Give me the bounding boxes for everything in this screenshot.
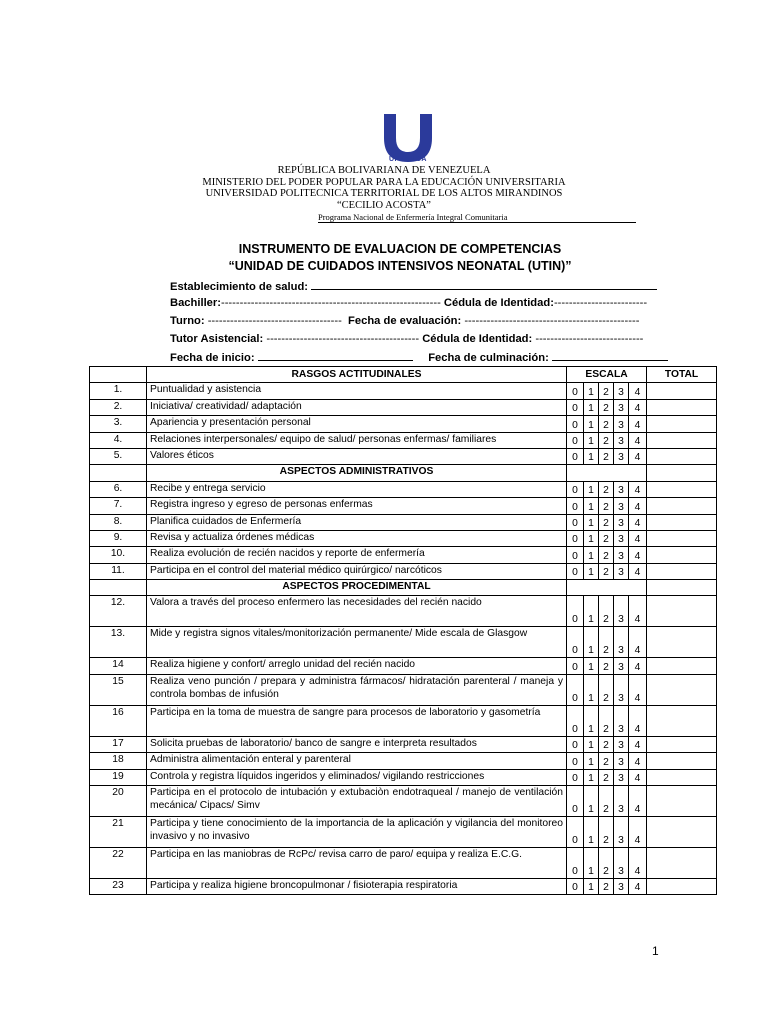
total-cell[interactable] xyxy=(647,530,717,546)
scale-option[interactable]: 4 xyxy=(629,498,647,514)
total-cell[interactable] xyxy=(647,481,717,497)
scale-option[interactable]: 2 xyxy=(599,383,614,399)
scale-option[interactable]: 1 xyxy=(584,498,599,514)
table-row xyxy=(90,498,717,514)
scale-option[interactable]: 3 xyxy=(614,514,629,530)
scale-option[interactable]: 0 xyxy=(567,736,584,752)
section-row xyxy=(90,580,717,596)
field-label: Fecha de inicio: xyxy=(170,352,255,364)
item-description: Participa en la toma de muestra de sangre para procesos de laboratorio y gasometría xyxy=(147,705,567,736)
total-cell[interactable] xyxy=(647,879,717,895)
item-description: Controla y registra líquidos ingeridos y eliminados/ vigilando restricciones xyxy=(147,769,567,785)
scale-option[interactable]: 2 xyxy=(599,769,614,785)
table-row xyxy=(90,848,717,879)
scale-option[interactable]: 2 xyxy=(599,416,614,432)
scale-option[interactable]: 4 xyxy=(629,658,647,674)
scale-option[interactable]: 4 xyxy=(629,817,647,848)
total-cell[interactable] xyxy=(647,596,717,627)
scale-option[interactable]: 4 xyxy=(629,596,647,627)
item-description: Valores éticos xyxy=(147,448,567,464)
section-total-blank xyxy=(647,580,717,596)
document-title: INSTRUMENTO DE EVALUACION DE COMPETENCIAS xyxy=(238,242,562,256)
item-number: 10. xyxy=(90,547,147,563)
item-description: Registra ingreso y egreso de personas enfermas xyxy=(147,498,567,514)
scale-option[interactable]: 4 xyxy=(629,416,647,432)
cedula-tutor-input[interactable]: ----------------------------- xyxy=(535,333,644,345)
header-blank xyxy=(90,367,147,383)
table-row xyxy=(90,769,717,785)
total-cell[interactable] xyxy=(647,705,717,736)
item-description: Solicita pruebas de laboratorio/ banco de sangre e interpreta resultados xyxy=(147,736,567,752)
field-turno xyxy=(170,314,639,328)
item-description: Participa y realiza higiene broncopulmonar / fisioterapia respiratoria xyxy=(147,879,567,895)
item-number: 12. xyxy=(90,596,147,627)
scale-option[interactable]: 0 xyxy=(567,416,584,432)
item-number: 14 xyxy=(90,658,147,674)
item-number: 21 xyxy=(90,817,147,848)
scale-option[interactable]: 4 xyxy=(629,563,647,579)
total-cell[interactable] xyxy=(647,769,717,785)
scale-option[interactable]: 1 xyxy=(584,736,599,752)
tutor-input[interactable]: ----------------------------------------- xyxy=(266,333,420,345)
item-description: Puntualidad y asistencia xyxy=(147,383,567,399)
scale-option[interactable]: 3 xyxy=(614,848,629,879)
item-description: Realiza veno punción / prepara y administra fármacos/ hidratación parenteral / maneja y controla bombas de infusión xyxy=(147,674,567,705)
scale-option[interactable]: 3 xyxy=(614,530,629,546)
item-description: Recibe y entrega servicio xyxy=(147,481,567,497)
scale-option[interactable]: 0 xyxy=(567,786,584,817)
scale-option[interactable]: 0 xyxy=(567,399,584,415)
scale-option[interactable]: 1 xyxy=(584,530,599,546)
field-label: Bachiller: xyxy=(170,297,221,309)
table-row xyxy=(90,705,717,736)
scale-option[interactable]: 2 xyxy=(599,848,614,879)
scale-option[interactable]: 2 xyxy=(599,514,614,530)
item-number: 9. xyxy=(90,530,147,546)
header-rasgos: RASGOS ACTITUDINALES xyxy=(147,367,567,383)
item-number: 11. xyxy=(90,563,147,579)
scale-option[interactable]: 4 xyxy=(629,769,647,785)
table-row xyxy=(90,481,717,497)
scale-option[interactable]: 4 xyxy=(629,481,647,497)
scale-option[interactable]: 4 xyxy=(629,786,647,817)
scale-option[interactable]: 2 xyxy=(599,753,614,769)
scale-option[interactable]: 1 xyxy=(584,627,599,658)
total-cell[interactable] xyxy=(647,383,717,399)
item-description: Mide y registra signos vitales/monitorización permanente/ Mide escala de Glasgow xyxy=(147,627,567,658)
item-description: Participa y tiene conocimiento de la importancia de la aplicación y vigilancia del monitoreo invasivo y no invasivo xyxy=(147,817,567,848)
scale-option[interactable]: 1 xyxy=(584,563,599,579)
scale-option[interactable]: 3 xyxy=(614,596,629,627)
item-number: 3. xyxy=(90,416,147,432)
field-label: Fecha de culminación: xyxy=(428,352,549,364)
scale-option[interactable]: 2 xyxy=(599,879,614,895)
scale-option[interactable]: 4 xyxy=(629,848,647,879)
item-number: 1. xyxy=(90,383,147,399)
item-number: 8. xyxy=(90,514,147,530)
item-number: 19 xyxy=(90,769,147,785)
scale-option[interactable]: 2 xyxy=(599,481,614,497)
scale-option[interactable]: 3 xyxy=(614,481,629,497)
item-number: 22 xyxy=(90,848,147,879)
scale-option[interactable]: 3 xyxy=(614,769,629,785)
scale-option[interactable]: 2 xyxy=(599,448,614,464)
table-row xyxy=(90,383,717,399)
scale-option[interactable]: 0 xyxy=(567,627,584,658)
item-description: Realiza higiene y confort/ arreglo unidad del recién nacido xyxy=(147,658,567,674)
item-description: Iniciativa/ creatividad/ adaptación xyxy=(147,399,567,415)
scale-option[interactable]: 1 xyxy=(584,753,599,769)
scale-option[interactable]: 3 xyxy=(614,399,629,415)
item-number: 18 xyxy=(90,753,147,769)
scale-option[interactable]: 4 xyxy=(629,705,647,736)
item-description: Relaciones interpersonales/ equipo de salud/ personas enfermas/ familiares xyxy=(147,432,567,448)
scale-option[interactable]: 0 xyxy=(567,383,584,399)
scale-option[interactable]: 1 xyxy=(584,416,599,432)
institution-header xyxy=(0,165,768,211)
scale-option[interactable]: 2 xyxy=(599,786,614,817)
item-number: 23 xyxy=(90,879,147,895)
table-row xyxy=(90,547,717,563)
scale-option[interactable]: 0 xyxy=(567,563,584,579)
scale-option[interactable]: 0 xyxy=(567,530,584,546)
scale-option[interactable]: 1 xyxy=(584,383,599,399)
section-blank xyxy=(90,465,147,481)
field-label: Fecha de evaluación: xyxy=(348,315,462,327)
total-cell[interactable] xyxy=(647,786,717,817)
scale-option[interactable]: 1 xyxy=(584,705,599,736)
table-row xyxy=(90,879,717,895)
scale-option[interactable]: 4 xyxy=(629,399,647,415)
item-description: Valora a través del proceso enfermero las necesidades del recién nacido xyxy=(147,596,567,627)
scale-option[interactable]: 4 xyxy=(629,753,647,769)
scale-option[interactable]: 2 xyxy=(599,705,614,736)
scale-option[interactable]: 2 xyxy=(599,432,614,448)
header-total: TOTAL xyxy=(647,367,717,383)
table-row xyxy=(90,736,717,752)
item-number: 16 xyxy=(90,705,147,736)
scale-option[interactable]: 0 xyxy=(567,769,584,785)
total-cell[interactable] xyxy=(647,416,717,432)
field-bachiller xyxy=(170,296,647,310)
total-cell[interactable] xyxy=(647,399,717,415)
total-cell[interactable] xyxy=(647,547,717,563)
total-cell[interactable] xyxy=(647,848,717,879)
item-number: 7. xyxy=(90,498,147,514)
logo-text: UPTAMCA xyxy=(389,156,427,163)
scale-option[interactable]: 2 xyxy=(599,817,614,848)
bachiller-input[interactable]: ----------------------------------------------------------- xyxy=(220,297,441,309)
page-number: 1 xyxy=(652,944,659,958)
item-number: 15 xyxy=(90,674,147,705)
section-title: ASPECTOS PROCEDIMENTAL xyxy=(147,580,567,596)
scale-option[interactable]: 2 xyxy=(599,563,614,579)
scale-option[interactable]: 0 xyxy=(567,817,584,848)
scale-option[interactable]: 3 xyxy=(614,705,629,736)
table-row xyxy=(90,530,717,546)
scale-option[interactable]: 3 xyxy=(614,753,629,769)
scale-option[interactable]: 4 xyxy=(629,736,647,752)
scale-option[interactable]: 1 xyxy=(584,674,599,705)
scale-option[interactable]: 3 xyxy=(614,879,629,895)
scale-option[interactable]: 2 xyxy=(599,547,614,563)
scale-option[interactable]: 2 xyxy=(599,399,614,415)
scale-option[interactable]: 3 xyxy=(614,786,629,817)
scale-option[interactable]: 0 xyxy=(567,705,584,736)
table-row xyxy=(90,399,717,415)
table-row xyxy=(90,627,717,658)
table-row xyxy=(90,786,717,817)
table-row xyxy=(90,674,717,705)
institution-line: UNIVERSIDAD POLITECNICA TERRITORIAL DE LOS ALTOS MIRANDINOS xyxy=(205,188,563,199)
scale-option[interactable]: 4 xyxy=(629,879,647,895)
table-row xyxy=(90,658,717,674)
scale-option[interactable]: 1 xyxy=(584,658,599,674)
scale-option[interactable]: 3 xyxy=(614,547,629,563)
scale-option[interactable]: 1 xyxy=(584,514,599,530)
scale-option[interactable]: 1 xyxy=(584,481,599,497)
scale-option[interactable]: 1 xyxy=(584,848,599,879)
total-cell[interactable] xyxy=(647,753,717,769)
item-description: Administra alimentación enteral y parenteral xyxy=(147,753,567,769)
section-blank xyxy=(90,580,147,596)
item-number: 17 xyxy=(90,736,147,752)
field-label: Tutor Asistencial: xyxy=(170,333,264,345)
field-establecimiento xyxy=(170,278,657,294)
item-description: Planifica cuidados de Enfermería xyxy=(147,514,567,530)
table-row xyxy=(90,753,717,769)
field-label: Cédula de Identidad: xyxy=(422,333,533,345)
scale-option[interactable]: 3 xyxy=(614,817,629,848)
scale-option[interactable]: 4 xyxy=(629,514,647,530)
header-escala: ESCALA xyxy=(567,367,647,383)
scale-option[interactable]: 0 xyxy=(567,448,584,464)
total-cell[interactable] xyxy=(647,514,717,530)
table-row xyxy=(90,514,717,530)
item-number: 20 xyxy=(90,786,147,817)
scale-option[interactable]: 4 xyxy=(629,547,647,563)
scale-option[interactable]: 1 xyxy=(584,399,599,415)
total-cell[interactable] xyxy=(647,736,717,752)
table-row xyxy=(90,448,717,464)
scale-option[interactable]: 2 xyxy=(599,736,614,752)
scale-option[interactable]: 3 xyxy=(614,658,629,674)
section-total-blank xyxy=(647,465,717,481)
field-tutor xyxy=(170,332,643,346)
scale-option[interactable]: 0 xyxy=(567,848,584,879)
item-number: 2. xyxy=(90,399,147,415)
total-cell[interactable] xyxy=(647,448,717,464)
fecha-inicio-input[interactable] xyxy=(258,349,413,361)
scale-option[interactable]: 2 xyxy=(599,498,614,514)
scale-option[interactable]: 0 xyxy=(567,596,584,627)
document-subtitle: “UNIDAD DE CUIDADOS INTENSIVOS NEONATAL (UTIN)” xyxy=(228,259,572,273)
scale-option[interactable]: 4 xyxy=(629,432,647,448)
scale-option[interactable]: 3 xyxy=(614,498,629,514)
field-label: Cédula de Identidad: xyxy=(443,297,554,309)
item-description: Participa en las maniobras de RcPc/ revisa carro de paro/ equipa y realiza E.C.G. xyxy=(147,848,567,879)
scale-option[interactable]: 0 xyxy=(567,514,584,530)
establecimiento-input[interactable] xyxy=(311,278,657,290)
total-cell[interactable] xyxy=(647,674,717,705)
program-name: Programa Nacional de Enfermería Integral Comunitaria xyxy=(318,212,636,223)
total-cell[interactable] xyxy=(647,627,717,658)
fecha-evaluacion-input[interactable]: ----------------------------------------------- xyxy=(464,315,640,327)
total-cell[interactable] xyxy=(647,432,717,448)
item-number: 13. xyxy=(90,627,147,658)
scale-option[interactable]: 3 xyxy=(614,674,629,705)
institution-line: REPÚBLICA BOLIVARIANA DE VENEZUELA xyxy=(277,165,491,176)
table-row xyxy=(90,432,717,448)
scale-option[interactable]: 3 xyxy=(614,432,629,448)
scale-option[interactable]: 2 xyxy=(599,674,614,705)
item-number: 4. xyxy=(90,432,147,448)
scale-option[interactable]: 2 xyxy=(599,658,614,674)
section-scale-blank xyxy=(567,465,647,481)
section-row xyxy=(90,465,717,481)
scale-option[interactable]: 1 xyxy=(584,769,599,785)
scale-option[interactable]: 3 xyxy=(614,448,629,464)
scale-option[interactable]: 0 xyxy=(567,432,584,448)
item-description: Revisa y actualiza órdenes médicas xyxy=(147,530,567,546)
scale-option[interactable]: 1 xyxy=(584,879,599,895)
scale-option[interactable]: 1 xyxy=(584,817,599,848)
table-row xyxy=(90,563,717,579)
institution-line: “CECILIO ACOSTA” xyxy=(337,199,431,211)
scale-option[interactable]: 1 xyxy=(584,596,599,627)
scale-option[interactable]: 3 xyxy=(614,416,629,432)
scale-option[interactable]: 0 xyxy=(567,547,584,563)
total-cell[interactable] xyxy=(647,658,717,674)
scale-option[interactable]: 4 xyxy=(629,383,647,399)
scale-option[interactable]: 4 xyxy=(629,627,647,658)
evaluation-table xyxy=(89,366,717,895)
fecha-culminacion-input[interactable] xyxy=(552,349,668,361)
institution-line: MINISTERIO DEL PODER POPULAR PARA LA EDUCACIÓN UNIVERSITARIA xyxy=(202,176,566,188)
scale-option[interactable]: 0 xyxy=(567,674,584,705)
scale-option[interactable]: 0 xyxy=(567,498,584,514)
scale-option[interactable]: 3 xyxy=(614,383,629,399)
scale-option[interactable]: 2 xyxy=(599,627,614,658)
scale-option[interactable]: 0 xyxy=(567,879,584,895)
field-label: Turno: xyxy=(170,315,205,327)
total-cell[interactable] xyxy=(647,563,717,579)
scale-option[interactable]: 4 xyxy=(629,530,647,546)
section-scale-blank xyxy=(567,580,647,596)
item-number: 5. xyxy=(90,448,147,464)
scale-option[interactable]: 0 xyxy=(567,658,584,674)
item-description: Participa en el protocolo de intubación y extubaciòn endotraqueal / manejo de ventilación mecánica/ Cipacs/ Simv xyxy=(147,786,567,817)
table-row xyxy=(90,596,717,627)
item-description: Realiza evolución de recién nacidos y reporte de enfermería xyxy=(147,547,567,563)
scale-option[interactable]: 4 xyxy=(629,448,647,464)
scale-option[interactable]: 3 xyxy=(614,627,629,658)
scale-option[interactable]: 2 xyxy=(599,596,614,627)
cedula-input[interactable]: ------------------------- xyxy=(553,297,648,309)
table-row xyxy=(90,416,717,432)
item-number: 6. xyxy=(90,481,147,497)
scale-option[interactable]: 1 xyxy=(584,547,599,563)
item-description: Apariencia y presentación personal xyxy=(147,416,567,432)
field-fechas xyxy=(170,349,668,365)
scale-option[interactable]: 3 xyxy=(614,736,629,752)
scale-option[interactable]: 1 xyxy=(584,448,599,464)
item-description: Participa en el control del material médico quirúrgico/ narcóticos xyxy=(147,563,567,579)
table-header-row xyxy=(90,367,717,383)
field-label: Establecimiento de salud: xyxy=(170,281,309,293)
scale-option[interactable]: 4 xyxy=(629,674,647,705)
total-cell[interactable] xyxy=(647,498,717,514)
scale-option[interactable]: 0 xyxy=(567,753,584,769)
total-cell[interactable] xyxy=(647,817,717,848)
scale-option[interactable]: 1 xyxy=(584,786,599,817)
section-title: ASPECTOS ADMINISTRATIVOS xyxy=(147,465,567,481)
scale-option[interactable]: 3 xyxy=(614,563,629,579)
scale-option[interactable]: 2 xyxy=(599,530,614,546)
scale-option[interactable]: 0 xyxy=(567,481,584,497)
turno-input[interactable]: ------------------------------------ xyxy=(207,315,342,327)
table-row xyxy=(90,817,717,848)
scale-option[interactable]: 1 xyxy=(584,432,599,448)
